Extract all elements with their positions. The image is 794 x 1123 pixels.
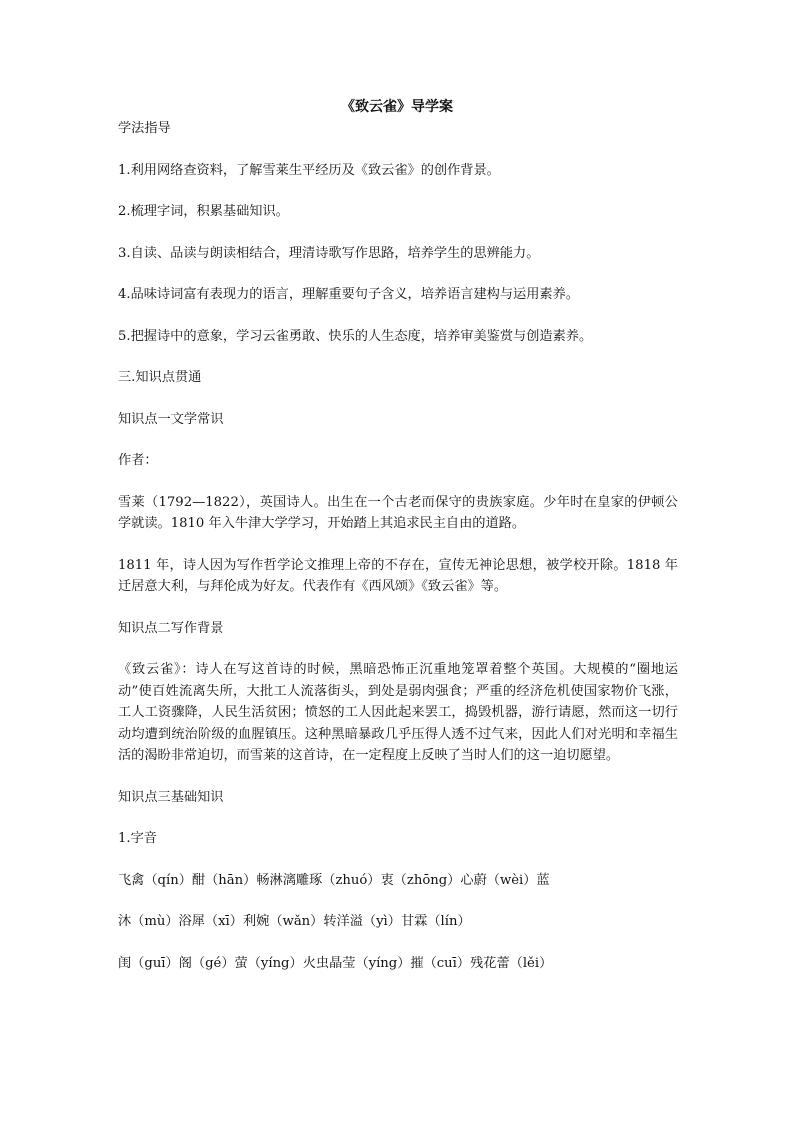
knowledge-point-2-heading: 知识点二写作背景 <box>118 620 224 636</box>
guide-item-5: 5.把握诗中的意象，学习云雀勇敢、快乐的人生态度，培养审美鉴赏与创造素养。 <box>118 328 593 344</box>
background-paragraph: 《致云雀》：诗人在写这首诗的时候，黑暗恐怖正沉重地笼罩着整个英国。大规模的“圈地运动”使百姓流离失所，大批工人流落街头，到处是弱肉强食；严重的经济危机使国家物价飞涨，工人工资骤降，人民生活贫困；愤怒的工人因此起来罢工，捣毁机器，游行请愿，然而这一切行动均遭到统治阶级的血腥镇压。这种黑暗暴政几乎压得人透不过气来，因此人们对光明和幸福生活的渴盼非常迫切，而雪莱的这首诗，在一定程度上反映了当时人们的这一迫切愿望。 <box>118 662 678 763</box>
knowledge-point-3-heading: 知识点三基础知识 <box>118 789 224 805</box>
author-paragraph-1: 雪莱（1792—1822），英国诗人。出生在一个古老而保守的贵族家庭。少年时在皇家的伊顿公学就读。1810 年入牛津大学学习，开始踏上其追求民主自由的道路。 <box>118 494 678 531</box>
pronunciation-line-1: 飞禽（qín）酣（hān）畅淋漓雕琢（zhuó）衷（zhōng）心蔚（wèi）蓝 <box>118 872 550 888</box>
guide-item-4: 4.品味诗词富有表现力的语言，理解重要句子含义，培养语言建构与运用素养。 <box>118 287 579 302</box>
section-heading-knowledge: 三.知识点贯通 <box>118 370 202 385</box>
guide-item-1: 1.利用网络查资料，了解雪莱生平经历及《致云雀》的创作背景。 <box>118 162 500 178</box>
author-label: 作者： <box>118 453 158 468</box>
pronunciation-line-3: 闺（guī）阁（gé）萤（yíng）火虫晶莹（yíng）摧（cuī）残花蕾（lěi） <box>118 955 553 971</box>
author-paragraph-2: 1811 年，诗人因为写作哲学论文推理上帝的不存在，宣传无神论思想，被学校开除。1818 年迁居意大利，与拜伦成为好友。代表作有《西风颂》《致云雀》等。 <box>118 557 678 594</box>
document-title: 《致云雀》导学案 <box>341 99 453 115</box>
pronunciation-heading: 1.字音 <box>118 831 157 846</box>
guide-item-3: 3.自读、品读与朗读相结合，理清诗歌写作思路，培养学生的思辨能力。 <box>118 245 540 261</box>
pronunciation-line-2: 沐（mù）浴犀（xī）利婉（wǎn）转洋溢（yì）甘霖（lín） <box>118 914 471 929</box>
knowledge-point-1-heading: 知识点一文学常识 <box>118 411 224 427</box>
section-heading-study-guide: 学法指导 <box>118 121 171 136</box>
document-body <box>118 118 678 994</box>
guide-item-2: 2.梳理字词，积累基础知识。 <box>118 204 289 219</box>
